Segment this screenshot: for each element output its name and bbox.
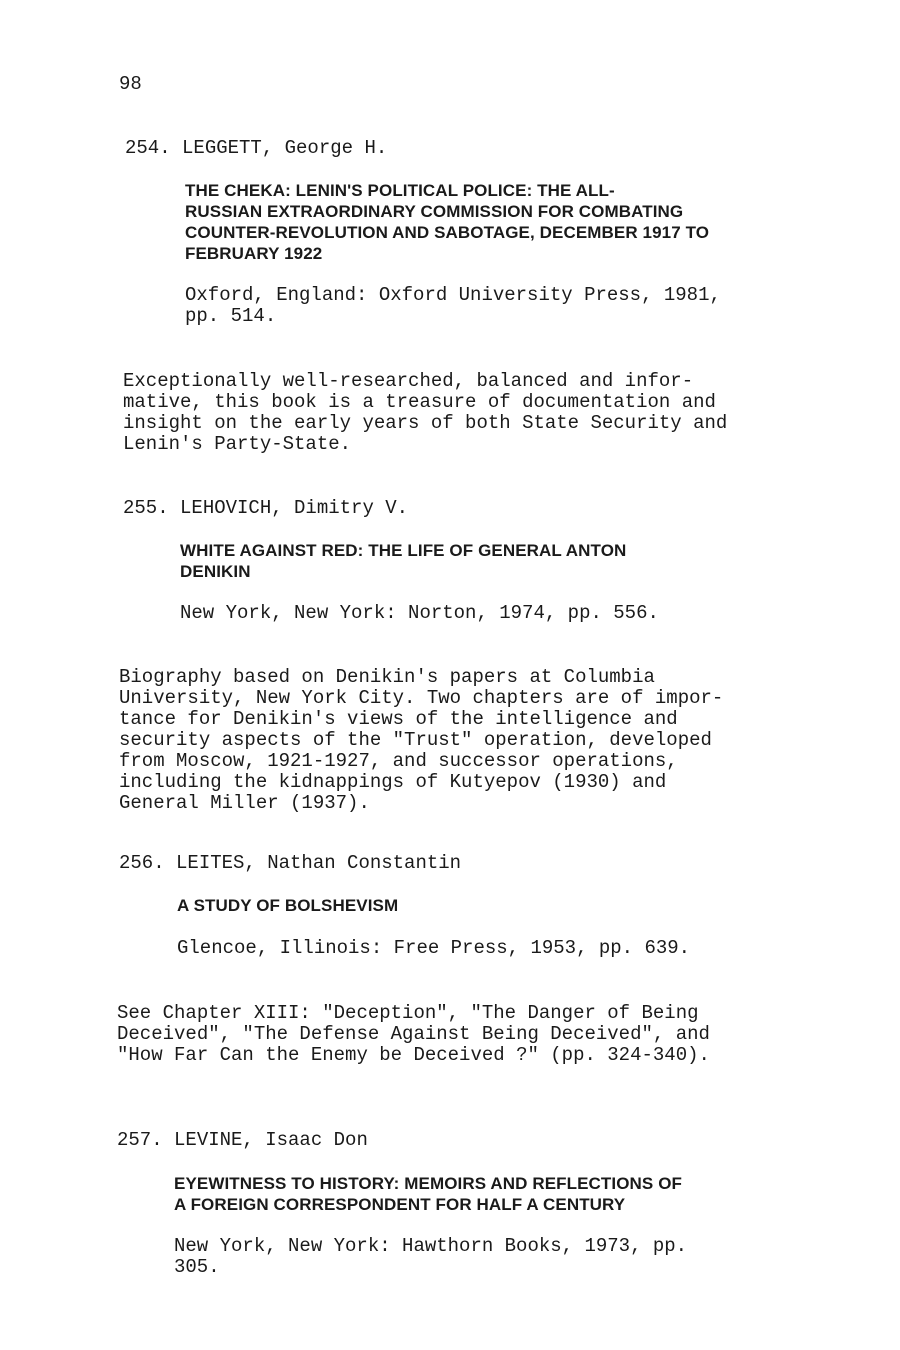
- entry-title: A STUDY OF BOLSHEVISM: [177, 896, 399, 915]
- entry-publication: Glencoe, Illinois: Free Press, 1953, pp. 639.: [177, 937, 691, 959]
- entry-publication: New York, New York: Hawthorn Books, 1973, pp. 305.: [174, 1235, 688, 1278]
- entry-annotation: Exceptionally well-researched, balanced and infor- mative, this book is a treasure of documentation and insight on the early years of both State Security and Lenin's Party-State.: [123, 370, 728, 455]
- page-number: 98: [119, 73, 142, 95]
- entry-heading: 256. LEITES, Nathan Constantin: [119, 852, 462, 874]
- entry-heading: 254. LEGGETT, George H.: [125, 137, 388, 159]
- entry-publication: Oxford, England: Oxford University Press, 1981, pp. 514.: [185, 284, 721, 327]
- entry-annotation: See Chapter XIII: "Deception", "The Danger of Being Deceived", "The Defense Against Being Deceived", and "How Far Can the Enemy be Deceived ?" (pp. 324-340).: [117, 1002, 710, 1066]
- entry-heading: 257. LEVINE, Isaac Don: [117, 1129, 368, 1151]
- entry-annotation: Biography based on Denikin's papers at Columbia University, New York City. Two chapters are of impor- tance for Denikin's views of the intelligence and security aspects of the "Trust" operation, developed from Moscow, 1921-1927, and successor operations, including the kidnappings of Kutyepov (1930) and General Miller (1937).: [119, 666, 724, 814]
- entry-title: EYEWITNESS TO HISTORY: MEMOIRS AND REFLECTIONS OF A FOREIGN CORRESPONDENT FOR HALF A CENTURY: [174, 1174, 683, 1214]
- entry-heading: 255. LEHOVICH, Dimitry V.: [123, 497, 409, 519]
- entry-title: WHITE AGAINST RED: THE LIFE OF GENERAL ANTON DENIKIN: [180, 541, 627, 581]
- entry-title: THE CHEKA: LENIN'S POLITICAL POLICE: THE ALL- RUSSIAN EXTRAORDINARY COMMISSION FOR COMBATING COUNTER-REVOLUTION AND SABOTAGE, DECEMBER 1917 TO FEBRUARY 1922: [185, 181, 710, 263]
- entry-publication: New York, New York: Norton, 1974, pp. 556.: [180, 602, 659, 624]
